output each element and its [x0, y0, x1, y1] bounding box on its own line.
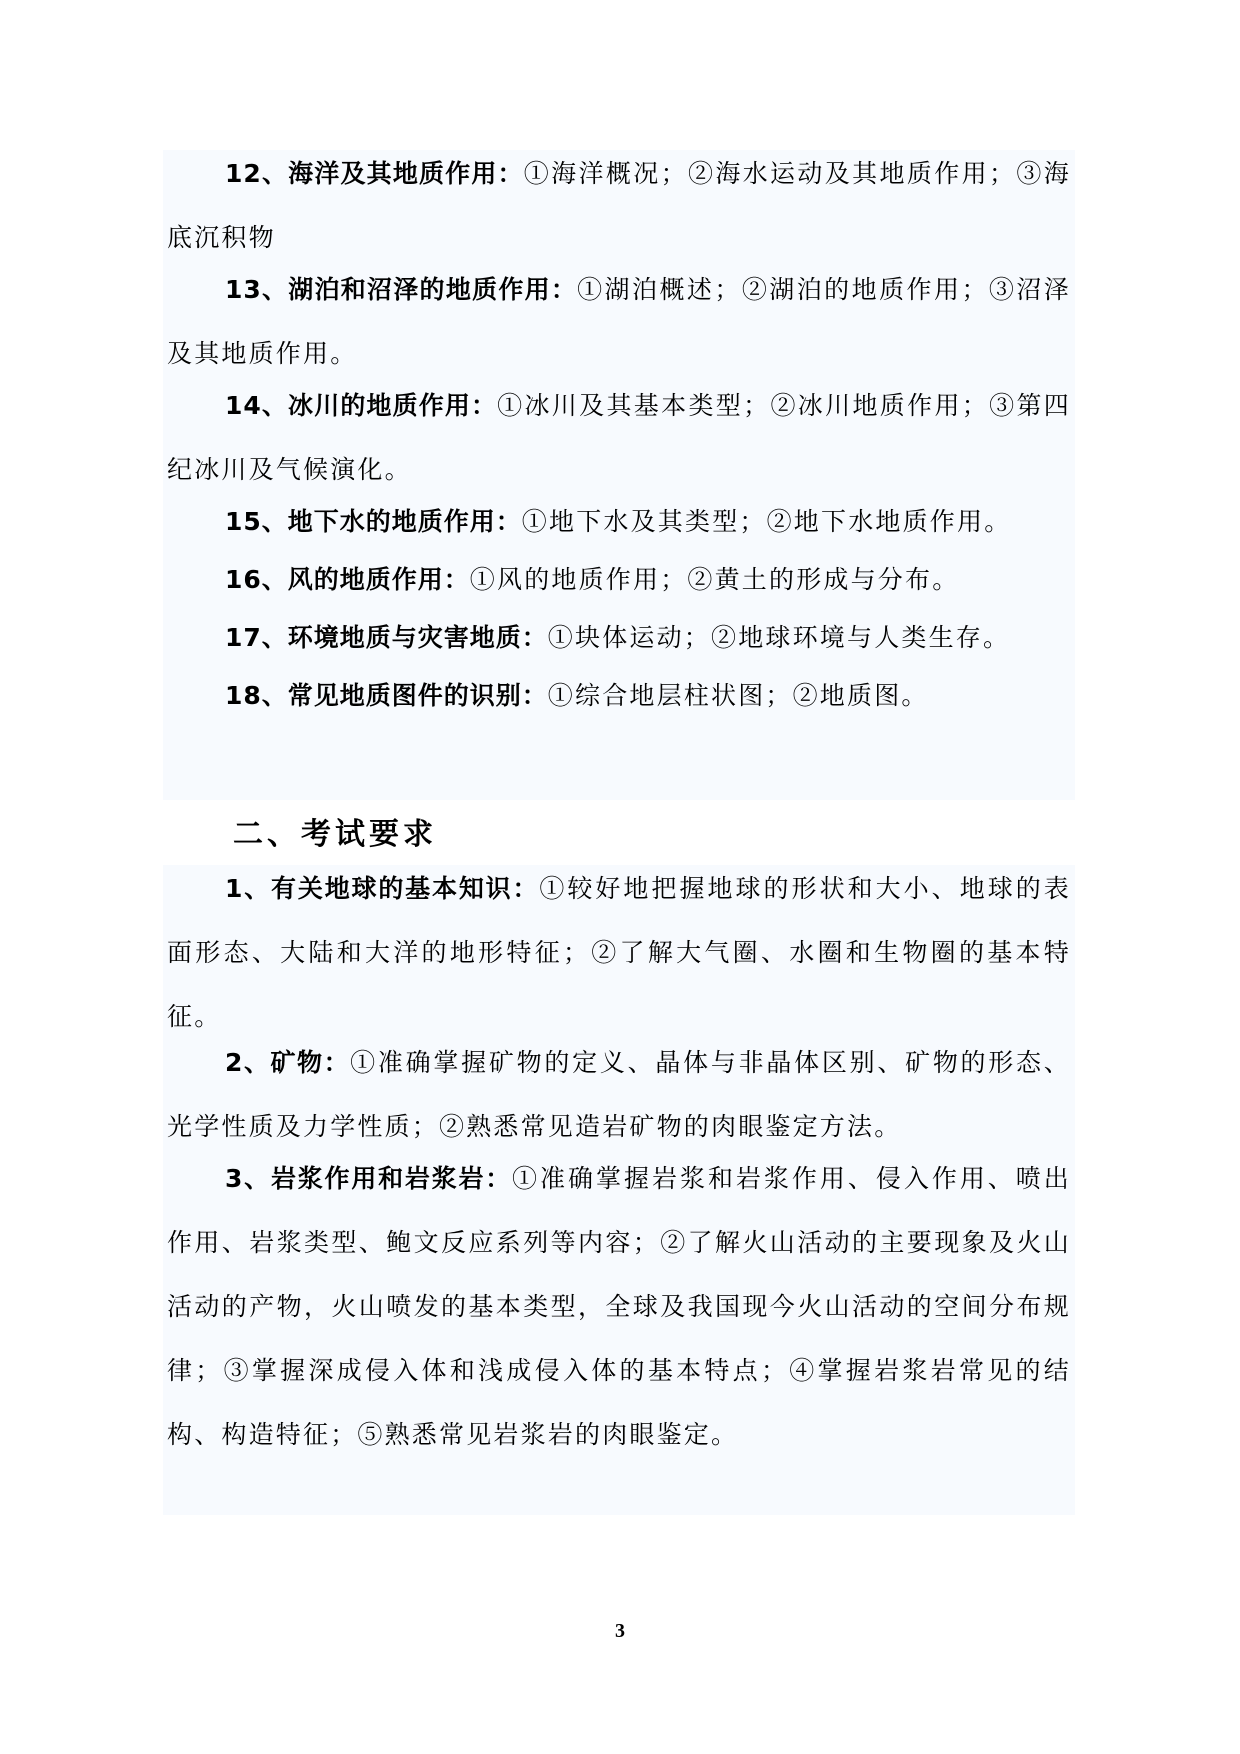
paragraph-item-18	[167, 664, 1071, 728]
paragraph-req-1	[167, 857, 1071, 1049]
item-body: ①风的地质作用；②黄土的形成与分布。	[469, 565, 960, 594]
item-body: ①综合地层柱状图；②地质图。	[547, 681, 929, 710]
item-heading: 14、冰川的地质作用：	[225, 391, 498, 420]
paragraph-item-14	[167, 374, 1071, 502]
paragraph-req-2	[167, 1031, 1071, 1159]
item-heading: 17、环境地质与灾害地质：	[225, 623, 548, 652]
item-body: ①块体运动；②地球环境与人类生存。	[547, 623, 1011, 652]
paragraph-item-12	[167, 142, 1071, 270]
item-body: ①海洋概况；②海水运动及其地质作用；③海底沉积物	[167, 159, 1071, 252]
section-heading-exam-requirements: 二、考试要求	[233, 817, 437, 852]
content-block-requirements	[163, 865, 1075, 1515]
item-heading: 1、有关地球的基本知识：	[225, 874, 540, 903]
item-heading: 3、岩浆作用和岩浆岩：	[225, 1164, 513, 1193]
item-body: ①准确掌握岩浆和岩浆作用、侵入作用、喷出作用、岩浆类型、鲍文反应系列等内容；②了解火山活动的主要现象及火山活动的产物，火山喷发的基本类型，全球及我国现今火山活动的空间分布规律；③掌握深成侵入体和浅成侵入体的基本特点；④掌握岩浆岩常见的结构、构造特征；⑤熟悉常见岩浆岩的肉眼鉴定。	[167, 1164, 1071, 1449]
content-block-topics	[163, 150, 1075, 800]
paragraph-item-17	[167, 606, 1071, 670]
item-body: ①较好地把握地球的形状和大小、地球的表面形态、大陆和大洋的地形特征；②了解大气圈、水圈和生物圈的基本特征。	[167, 874, 1071, 1031]
paragraph-item-13	[167, 258, 1071, 386]
paragraph-item-15	[167, 490, 1071, 554]
item-heading: 18、常见地质图件的识别：	[225, 681, 548, 710]
item-body: ①湖泊概述；②湖泊的地质作用；③沼泽及其地质作用。	[167, 275, 1071, 368]
item-body: ①准确掌握矿物的定义、晶体与非晶体区别、矿物的形态、光学性质及力学性质；②熟悉常见造岩矿物的肉眼鉴定方法。	[167, 1048, 1072, 1141]
item-heading: 16、风的地质作用：	[225, 565, 470, 594]
paragraph-item-16	[167, 548, 1071, 612]
paragraph-req-3	[167, 1147, 1071, 1467]
item-body: ①地下水及其类型；②地下水地质作用。	[521, 507, 1012, 536]
item-heading: 12、海洋及其地质作用：	[225, 159, 524, 188]
page-number: 3	[615, 1620, 625, 1642]
item-body: ①冰川及其基本类型；②冰川地质作用；③第四纪冰川及气候演化。	[167, 391, 1071, 484]
item-heading: 2、矿物：	[225, 1048, 351, 1077]
item-heading: 15、地下水的地质作用：	[225, 507, 522, 536]
item-heading: 13、湖泊和沼泽的地质作用：	[225, 275, 578, 304]
